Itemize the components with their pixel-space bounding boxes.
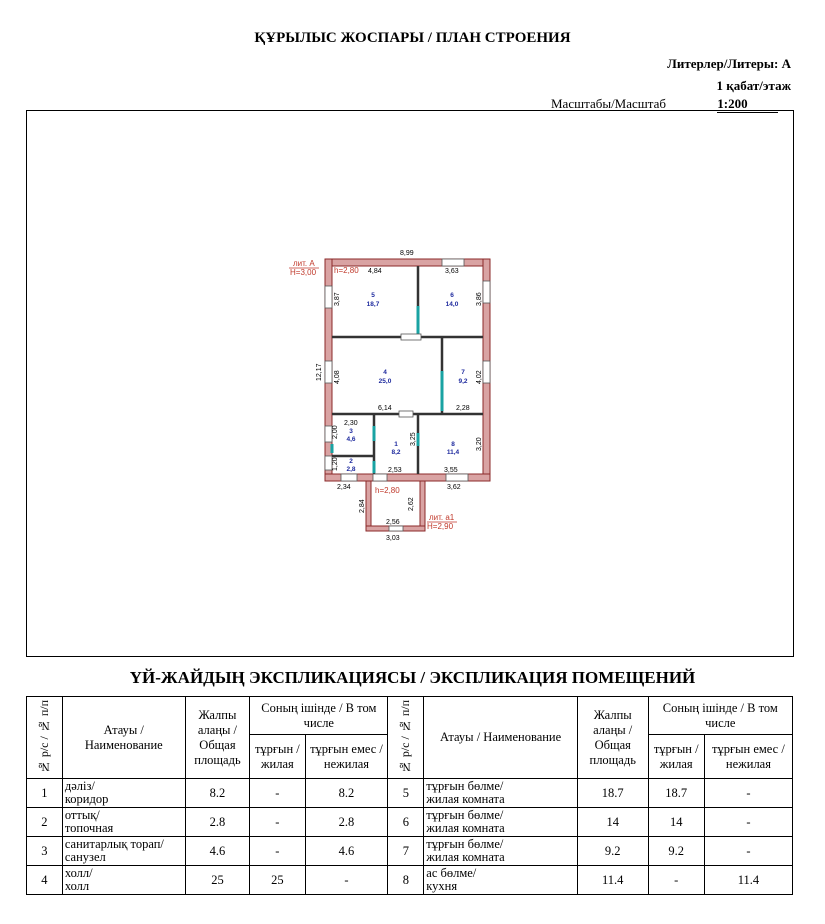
dim-text: 2,34: [337, 484, 351, 491]
window: [442, 259, 464, 266]
wall-hall-left: [366, 481, 371, 531]
header-name: Атауы / Наименование: [62, 697, 185, 779]
dim-text: 4,08: [334, 370, 341, 384]
cell-name: оттық/ топочная: [62, 808, 185, 837]
cell-name: ас бөлме/ кухня: [424, 866, 578, 895]
dim-text: 2,30: [344, 420, 358, 427]
wall-hall-right: [420, 481, 425, 531]
cell-total: 18.7: [577, 779, 648, 808]
cell-total: 14: [577, 808, 648, 837]
dim-text: 3,55: [444, 467, 458, 474]
room-number: 4: [383, 369, 387, 376]
dim-text: 3,25: [410, 432, 417, 446]
explication-table: [26, 696, 793, 895]
room-number: 8: [451, 441, 455, 448]
dim-text: 3,86: [476, 292, 483, 306]
room-number: 6: [450, 292, 454, 299]
room-area: 8,2: [391, 449, 401, 456]
scale-label: Масштабы/Масштаб: [551, 96, 667, 111]
table-row: [27, 866, 793, 895]
wall-top: [325, 259, 490, 266]
cell-nonliving: 8.2: [305, 779, 388, 808]
header-num: № р/с / № п/п: [388, 697, 424, 779]
dim-text: 12,17: [316, 363, 323, 381]
dim-text: 3,62: [447, 484, 461, 491]
explication-title: ҮЙ-ЖАЙДЫҢ ЭКСПЛИКАЦИЯСЫ / ЭКСПЛИКАЦИЯ ПОМЕЩЕНИЙ: [129, 668, 696, 687]
lit-a-height: H=3,00: [290, 268, 317, 277]
cell-num: 3: [27, 837, 63, 866]
dim-text: 1,20: [332, 457, 339, 471]
room-area: 14,0: [445, 301, 459, 308]
floor-label: 1 қабат/этаж: [716, 78, 791, 93]
header-living: тұрғын / жилая: [648, 735, 704, 779]
cell-num: 1: [27, 779, 63, 808]
cell-living: -: [250, 837, 305, 866]
dim-text: 4,02: [476, 370, 483, 384]
room-area: 9,2: [458, 378, 468, 385]
cell-nonliving: -: [305, 866, 388, 895]
h-hall: h=2,80: [375, 486, 400, 495]
header-group: Соның ішінде / В том числе: [648, 697, 792, 735]
room-number: 3: [349, 428, 353, 435]
window: [341, 474, 357, 481]
window: [483, 281, 490, 303]
room-area: 2,8: [346, 466, 356, 473]
cell-total: 9.2: [577, 837, 648, 866]
page-title: ҚҰРЫЛЫС ЖОСПАРЫ / ПЛАН СТРОЕНИЯ: [254, 30, 571, 46]
window: [325, 286, 332, 308]
cell-num: 2: [27, 808, 63, 837]
room-number: 5: [371, 292, 375, 299]
dim-text: 4,84: [368, 268, 382, 275]
dim-text: 3,20: [476, 437, 483, 451]
room-area: 11,4: [446, 449, 460, 456]
cell-living: 9.2: [648, 837, 704, 866]
cell-nonliving: 4.6: [305, 837, 388, 866]
cell-nonliving: 11.4: [704, 866, 792, 895]
cell-num: 5: [388, 779, 424, 808]
cell-num: 7: [388, 837, 424, 866]
cell-total: 8.2: [185, 779, 250, 808]
window: [325, 456, 332, 470]
window: [325, 361, 332, 383]
cell-num: 6: [388, 808, 424, 837]
dim-text: 3,03: [386, 535, 400, 542]
cell-living: -: [250, 808, 305, 837]
cell-name: дәліз/ коридор: [62, 779, 185, 808]
scale-value: 1:200: [717, 96, 777, 113]
cell-num: 4: [27, 866, 63, 895]
window: [483, 361, 490, 383]
cell-living: 14: [648, 808, 704, 837]
table-row: [27, 837, 793, 866]
dim-text: 3,87: [334, 292, 341, 306]
window: [389, 526, 403, 531]
h-main: h=2,80: [334, 266, 359, 275]
room-number: 2: [349, 458, 353, 465]
cell-living: 18.7: [648, 779, 704, 808]
header-living: тұрғын / жилая: [250, 735, 305, 779]
header-num: № р/с / № п/п: [27, 697, 63, 779]
cell-total: 11.4: [577, 866, 648, 895]
room-number: 1: [394, 441, 398, 448]
header-group: Соның ішінде / В том числе: [250, 697, 388, 735]
cell-living: 25: [250, 866, 305, 895]
dim-text: 2,53: [388, 467, 402, 474]
dim-text: 2,28: [456, 405, 470, 412]
cell-nonliving: 2.8: [305, 808, 388, 837]
room-area: 18,7: [366, 301, 380, 308]
cell-living: -: [648, 866, 704, 895]
cell-nonliving: -: [704, 779, 792, 808]
cell-living: -: [250, 779, 305, 808]
room-area: 25,0: [378, 378, 392, 385]
floor-plan: [27, 111, 793, 656]
room-area: 4,6: [346, 436, 356, 443]
cell-nonliving: -: [704, 837, 792, 866]
header-name: Атауы / Наименование: [424, 697, 578, 779]
cell-name: тұрғын бөлме/ жилая комната: [424, 779, 578, 808]
cell-num: 8: [388, 866, 424, 895]
cell-name: тұрғын бөлме/ жилая комната: [424, 837, 578, 866]
lit-a1-label: лит. а1: [429, 513, 455, 522]
cell-name: холл/ холл: [62, 866, 185, 895]
dim-text: 2,56: [386, 519, 400, 526]
header-nonliving: тұрғын емес / нежилая: [704, 735, 792, 779]
cell-total: 4.6: [185, 837, 250, 866]
window: [446, 474, 468, 481]
plan-frame: [26, 110, 794, 657]
dim-text: 2,84: [359, 499, 366, 513]
dim-text: 6,14: [378, 405, 392, 412]
lit-a1-height: H=2,90: [427, 522, 454, 531]
cell-total: 2.8: [185, 808, 250, 837]
dim-text: 8,99: [400, 250, 414, 257]
dim-text: 3,63: [445, 268, 459, 275]
cell-name: санитарлық торап/ санузел: [62, 837, 185, 866]
dim-text: 2,62: [408, 497, 415, 511]
header-total: Жалпы алаңы / Общая площадь: [185, 697, 250, 779]
liters-label: Литерлер/Литеры: А: [667, 56, 791, 71]
header-nonliving: тұрғын емес / нежилая: [305, 735, 388, 779]
table-row: [27, 779, 793, 808]
cell-total: 25: [185, 866, 250, 895]
window: [325, 426, 332, 442]
cell-name: тұрғын бөлме/ жилая комната: [424, 808, 578, 837]
dim-text: 2,00: [332, 425, 339, 439]
lit-a-label: лит. А: [293, 259, 315, 268]
room-number: 7: [461, 369, 465, 376]
header-total: Жалпы алаңы / Общая площадь: [577, 697, 648, 779]
cell-nonliving: -: [704, 808, 792, 837]
table-row: [27, 808, 793, 837]
